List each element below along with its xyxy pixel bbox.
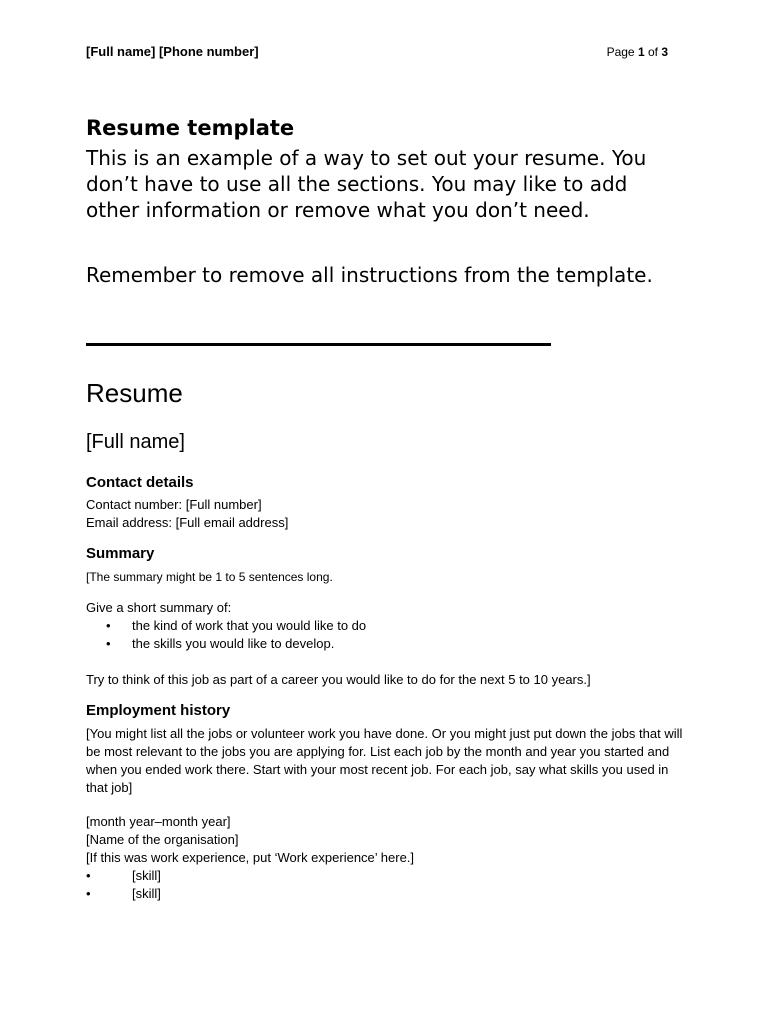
page-total: 3 (661, 45, 668, 59)
summary-length-note: [The summary might be 1 to 5 sentences long. (86, 570, 333, 584)
summary-bullet-text: the skills you would like to develop. (132, 636, 335, 651)
work-experience-note: [If this was work experience, put ‘Work experience’ here.] (86, 850, 415, 865)
page-current: 1 (637, 45, 645, 59)
bullet-icon: • (106, 636, 111, 651)
template-instruction-paragraph: Remember to remove all instructions from the template. (86, 263, 653, 287)
template-intro-paragraph: This is an example of a way to set out your resume. You don’t have to use all the sections. You may like to add other information or remove what you don’t need. (86, 146, 647, 222)
page-header-name-phone: [Full name] [Phone number] (86, 44, 259, 59)
summary-intro-line: Give a short summary of: (86, 600, 232, 615)
contact-number-line: Contact number: [Full number] (86, 497, 262, 512)
summary-heading: Summary (86, 545, 155, 562)
summary-bullet-text: the kind of work that you would like to do (132, 618, 367, 633)
full-name-heading: [Full name] (86, 431, 185, 453)
skill-text: [skill] (132, 868, 161, 883)
bullet-icon: • (106, 618, 111, 633)
employment-history-heading: Employment history (86, 702, 231, 719)
skill-text: [skill] (132, 886, 161, 901)
template-title: Resume template (86, 116, 295, 140)
section-divider (86, 343, 551, 346)
employment-dates: [month year–month year] (86, 814, 231, 829)
bullet-icon: • (86, 886, 91, 901)
resume-title: Resume (86, 378, 183, 408)
employment-instructions: [You might list all the jobs or volunteer work you have done. Or you might just put down the jobs that will be most relevant to the jobs you are applying for. List each job by the month and year you started and when you ended work there. Start with your most recent job. For each job, say what skills you used in that job] (86, 726, 683, 795)
page-number (607, 45, 668, 59)
email-address-line: Email address: [Full email address] (86, 515, 289, 530)
employment-organisation: [Name of the organisation] (86, 832, 239, 847)
page-of-label: of (644, 45, 662, 59)
summary-career-note: Try to think of this job as part of a career you would like to do for the next 5 to 10 years.] (86, 672, 591, 687)
page-label: Page (606, 45, 638, 59)
contact-details-heading: Contact details (86, 474, 194, 491)
bullet-icon: • (86, 868, 91, 883)
